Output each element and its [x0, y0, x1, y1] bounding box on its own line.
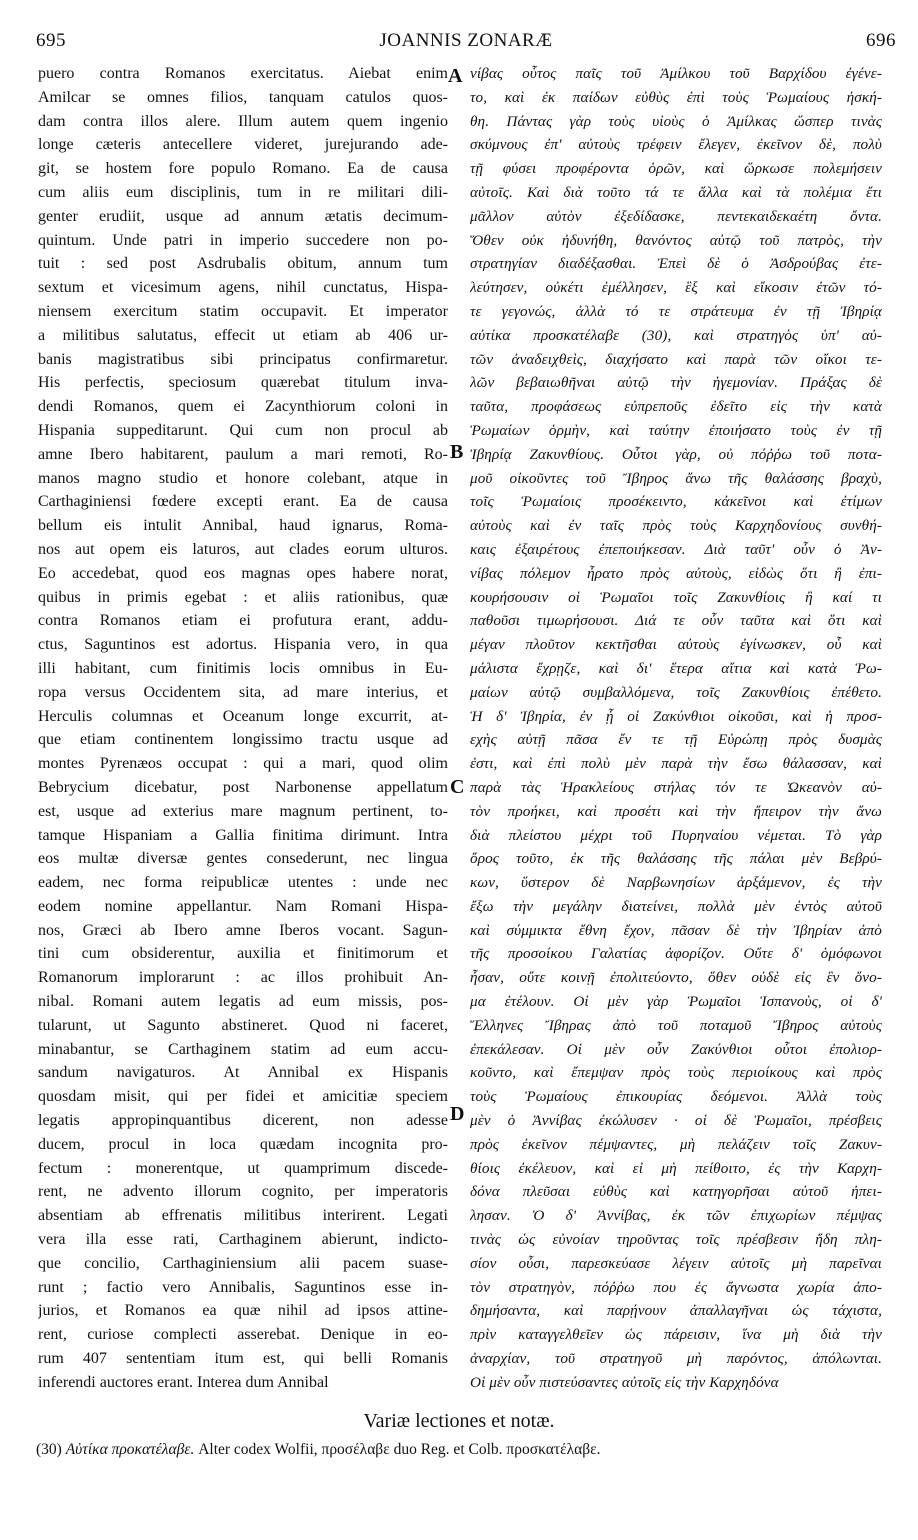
footnote-variant-1: προσέλαβε — [321, 1441, 390, 1458]
latin-text-line: vera illa esse rati, Carthaginem abierunt, indicto- — [38, 1231, 448, 1249]
page-number-left: 695 — [36, 30, 66, 51]
latin-text-line: banis magistratibus sibi principatus confirmaretur. — [38, 350, 448, 368]
greek-text-line: κουρήσουσιν οἱ Ῥωμαῖοι τοῖς Ζακυνθίοις ἢ καί τι — [470, 588, 882, 606]
latin-text-line: genter erudiit, usque ad annum ætatis decimum- — [38, 207, 448, 225]
greek-text-line: αὐτίκα προσκατέλαβε (30), καὶ στρατηγὸς ὑπ' αὐ- — [470, 326, 882, 344]
section-marker-c: C — [450, 776, 465, 798]
latin-text-line: Bebrycium dicebatur, post Narbonense appellatum — [38, 778, 448, 796]
greek-text-line: στρατηγίαν διαδέξασθαι. Ἐπεὶ δὲ ὁ Ἀσδρούβας ἐτε- — [470, 255, 882, 273]
footnote — [36, 1441, 896, 1459]
greek-text-line: ἐπεκάλεσαν. Οἱ μὲν οὖν Ζακύνθιοι οὗτοι ἐπολιορ- — [470, 1040, 882, 1058]
latin-text-line: que etiam continentem longissimo tractu usque ad — [38, 731, 448, 749]
greek-text-line: ἀναρχίαν, τοῦ στρατηγοῦ μὴ παρόντος, ἀπόλωνται. — [470, 1350, 882, 1368]
greek-text-line: Ὅθεν οὐκ ἠδυνήθη, θανόντος αὐτῷ τοῦ πατρὸς, τὴν — [470, 231, 882, 249]
greek-text-line: μαίων αὐτῷ συμβαλλόμενα, τοῖς Ζακυνθίοις ἐπέθετο. — [470, 683, 882, 701]
latin-text-line: niensem exercitum statim occupavit. Et imperator — [38, 302, 448, 320]
greek-text-line: τινὰς ὡς εὐνοίαν τηροῦντας τοῖς πρέσβεσιν ἤδη πλη- — [470, 1231, 882, 1249]
running-title: JOANNIS ZONARÆ — [379, 30, 553, 51]
section-marker-d: D — [450, 1103, 465, 1125]
latin-text-line: rent, ne advento illorum cognito, per imperatoris — [38, 1183, 448, 1201]
greek-text-line: πρὶν καταγγελθεῖεν ὡς πάρεισιν, ἵνα μὴ διὰ τὴν — [470, 1326, 882, 1344]
page-number-right: 696 — [866, 30, 896, 51]
latin-text-line: absentiam ab effrenatis militibus interirent. Legati — [38, 1207, 448, 1225]
greek-text-line: κοῦντο, καὶ ἔπεμψαν πρὸς τοὺς περιοίκους καὶ πρὸς — [470, 1064, 882, 1082]
latin-text-line: dam contra illos alere. Illum autem quem ingenio — [38, 112, 448, 130]
greek-text-line: το, καὶ ἐκ παίδων εὐθὺς ἐπὶ τοὺς Ῥωμαίους ἠσκή- — [470, 88, 882, 106]
greek-text-line: τῇ φύσει προφέροντα ὁρῶν, καὶ ὥρκωσε πολεμήσειν — [470, 160, 882, 178]
latin-text-line: tuit : sed post Asdrubalis obitum, annum tum — [38, 255, 448, 273]
footnote-variant-2: προσκατέλαβε. — [506, 1441, 601, 1458]
greek-text-line: πρὸς ἐκεῖνον πέμψαντες, μὴ πελάζειν τοῖς Ζακυν- — [470, 1135, 882, 1153]
latin-text-line: nibal. Romani autem legatis ad eum missis, pos- — [38, 993, 448, 1011]
latin-text-line: tamque Hispaniam a Gallia finitima dirimunt. Intra — [38, 826, 448, 844]
latin-text-line: cum aliis eum disciplinis, tum in re militari dili- — [38, 183, 448, 201]
greek-text-line: διὰ πλείστου μέχρι τοῦ Πυρηναίου νέμεται. Τὸ γὰρ — [470, 826, 882, 844]
greek-text-line: σίον οὖσι, παρεσκεύασε λέγειν αὐτοῖς μὴ παρεῖναι — [470, 1254, 882, 1272]
greek-text-line: θη. Πάντας γὰρ τοὺς υἱοὺς ὁ Ἀμίλκας ὥσπερ τινὰς — [470, 112, 882, 130]
greek-text-line: μα ἐτέλουν. Οἱ μὲν γὰρ Ῥωμαῖοι Ἱσπανοὺς, οἱ δ' — [470, 993, 882, 1011]
greek-text-line: θίοις ἐκέλευον, καὶ εἰ μὴ πείθοιτο, ἐς τὴν Καρχη- — [470, 1159, 882, 1177]
greek-text-line: δόνα πλεῦσαι εὐθὺς καὶ κατηγορῆσαι αὐτοῦ ἠπει- — [470, 1183, 882, 1201]
latin-column — [38, 62, 448, 1395]
greek-text-line: νίβας πόλεμον ἦρατο πρὸς αὐτοὺς, εἰδὼς ὅτι ἢ ἐπι- — [470, 564, 882, 582]
greek-text-line: τὸν στρατηγὸν, πόῤῥω που ἐς ἄγνωστα χωρία ἀπο- — [470, 1278, 882, 1296]
greek-text-line: τε γεγονώς, ἀλλὰ τό τε στράτευμα ἐν τῇ Ἰβηρίᾳ — [470, 302, 882, 320]
latin-text-line: minabantur, se Carthaginem statim ad eum accu- — [38, 1040, 448, 1058]
greek-text-line: λησαν. Ὁ δ' Ἀννίβας, ἐκ τῶν ἐπιχωρίων πέμψας — [470, 1207, 882, 1225]
latin-text-line: His perfectis, speciosum quærebat titulum inva- — [38, 374, 448, 392]
greek-text-line: λῶν βεβαιωθῆναι αὐτῷ τὴν ἡγεμονίαν. Πράξας δὲ — [470, 374, 882, 392]
section-marker-a: A — [448, 65, 463, 87]
greek-text-line: τῆς προσοίκου Γαλατίας ἀφορίζον. Οὔτε δ' ὁμόφωνοι — [470, 945, 882, 963]
latin-text-line: nos aut opem eis laturos, aut clades eorum ulturos. — [38, 540, 448, 558]
greek-text-line: κων, ὕστερον δὲ Ναρβωνησίων ἀρξάμενον, ἐς τὴν — [470, 874, 882, 892]
latin-text-line: jurios, et Romanos ea quæ nihil ad ipsos attine- — [38, 1302, 448, 1320]
latin-text-line: eodem nomine appellantur. Nam Romani Hispa- — [38, 897, 448, 915]
greek-text-line: Οἱ μὲν οὖν πιστεύσαντες αὐτοῖς εἰς τὴν Καρχηδόνα — [470, 1373, 779, 1391]
latin-text-line: git, se hostem fore populo Romano. Ea de causa — [38, 160, 448, 178]
latin-text-line: quintum. Unde patri in imperio succedere non po- — [38, 231, 448, 249]
latin-text-line: inferendi auctores erant. Interea dum Annibal — [38, 1373, 329, 1391]
greek-text-line: αὐτοὺς καὶ ἐν ταῖς πρὸς τοὺς Καρχηδονίους συνθή- — [470, 517, 882, 535]
greek-text-line: τῶν ἀναδειχθεὶς, διαχήσατο καὶ παρὰ τῶν οἴκοι τε- — [470, 350, 882, 368]
latin-text-line: ducem, procul in loca quædam incognita pro- — [38, 1135, 448, 1153]
latin-text-line: a militibus salutatus, effecit ut etiam ab 406 ur- — [38, 326, 448, 344]
latin-text-line: runt ; factio vero Annibalis, Saguntinos esse in- — [38, 1278, 448, 1296]
greek-text-line: σκύμνους ἐπ' αὐτοὺς τρέφειν ἔλεγεν, ἐκεῖνον δὲ, πολὺ — [470, 136, 882, 154]
latin-text-line: legatis appropinquantibus dicerent, non adesse — [38, 1112, 448, 1130]
latin-text-line: ctus, Saguntinos est adortus. Hispania vero, in qua — [38, 636, 448, 654]
greek-text-line: μὲν ὁ Ἀννίβας ἐκώλυσεν · οἱ δὲ Ῥωμαῖοι, πρέσβεις — [470, 1112, 882, 1130]
latin-text-line: montes Pyrenæos occupat : qui a mari, quod olim — [38, 755, 448, 773]
footnote-text-1: Alter codex Wolfii, — [198, 1441, 322, 1458]
greek-text-line: παθοῦσι τιμωρήσουσι. Διά τε οὖν ταῦτα καὶ ὅτι καὶ — [470, 612, 882, 630]
greek-text-line: τοὺς Ῥωμαίους ἐπικουρίας δεόμενοι. Ἀλλὰ τοὺς — [470, 1088, 882, 1106]
latin-text-line: fectum : monerentque, ut quamprimum discede- — [38, 1159, 448, 1177]
greek-text-line: τὸν προήκει, καὶ προσέτι καὶ τὴν ἤπειρον τὴν ἄνω — [470, 802, 882, 820]
latin-text-line: quosdam misit, qui per fidei et amicitiæ speciem — [38, 1088, 448, 1106]
greek-text-line: ἐστι, καὶ ἐπὶ πολὺ μὲν παρὰ τὴν ἔσω θάλασσαν, καὶ — [470, 755, 882, 773]
latin-text-line: longe cæteris antecellere videret, jurejurando ade- — [38, 136, 448, 154]
latin-text-line: eos multæ diversæ gentes consederunt, nec lingua — [38, 850, 448, 868]
greek-text-line: τοῖς Ῥωμαίοις προσέκειντο, κἀκεῖνοι καὶ ἐτίμων — [470, 493, 882, 511]
footnote-text-2: duo Reg. et Colb. — [393, 1441, 507, 1458]
latin-text-line: illi habitant, cum finitimis locis omnibus in Eu- — [38, 659, 448, 677]
latin-text-line: rent, curiose complecti asserebat. Denique in eo- — [38, 1326, 448, 1344]
greek-text-line: Ἰβηρίᾳ Ζακυνθίους. Οὗτοι γὰρ, οὐ πόῤῥω τοῦ ποτα- — [470, 445, 882, 463]
greek-text-line: μᾶλλον αὐτὸν ἐξεδίδασκε, πεντεκαιδεκαέτη ὄντα. — [470, 207, 882, 225]
greek-text-line: λεύτησεν, οὐκέτι ἐμέλλησεν, ἓξ καὶ εἴκοσιν ἐτῶν τό- — [470, 279, 882, 297]
latin-text-line: tini cum obsiderentur, auxilia et finitimorum et — [38, 945, 448, 963]
latin-text-line: Hispania suppeditarunt. Qui cum non procul ab — [38, 421, 448, 439]
section-marker-b: B — [450, 441, 464, 463]
greek-text-line: ἔξω τὴν μεγάλην διατείνει, πολλὰ μὲν ἐντὸς αὐτοῦ — [470, 897, 882, 915]
footnote-number: (30) — [36, 1441, 62, 1458]
page-header — [36, 30, 896, 60]
latin-text-line: Romanorum implorarunt : ac illos prohibuit An- — [38, 969, 448, 987]
greek-column — [470, 62, 882, 1395]
latin-text-line: contra Romanos etiam ei profutura erant, addu- — [38, 612, 448, 630]
latin-text-line: que concilio, Carthaginiensium alii pacem suase- — [38, 1254, 448, 1272]
latin-text-line: manos magno studio et honore colebant, atque in — [38, 469, 448, 487]
latin-text-line: amne Ibero habitarent, paulum a mari remoti, Ro- — [38, 445, 448, 463]
latin-text-line: Carthaginiensi fœdere excepti erant. Ea de causa — [38, 493, 448, 511]
greek-text-line: παρὰ τὰς Ἡρακλείους στήλας τόν τε Ὠκεανὸν αὐ- — [470, 778, 882, 796]
notes-heading: Variæ lectiones et notæ. — [363, 1410, 555, 1432]
latin-text-line: ropa versus Occidentem sita, ad mare interius, et — [38, 683, 448, 701]
greek-text-line: δημήσαντα, καὶ παρῄνουν ἀπαλλαγῆναι ὡς τάχιστα, — [470, 1302, 882, 1320]
greek-text-line: νίβας οὗτος παῖς τοῦ Ἀμίλκου τοῦ Βαρχίδου ἐγένε- — [470, 65, 882, 82]
latin-text-line: est, usque ad exterius mare magnum pertinent, to- — [38, 802, 448, 820]
latin-text-line: Herculis columnas et Oceanum longe excurrit, at- — [38, 707, 448, 725]
latin-text-line: Eo accedebat, quod eos magnas opes habere norat, — [38, 564, 448, 582]
latin-text-line: eadem, nec forma reipublicæ utentes : unde nec — [38, 874, 448, 892]
latin-text-line: Amilcar se omnes filios, tanquam catulos quos- — [38, 88, 448, 106]
greek-text-line: ὄρος τοῦτο, ἐκ τῆς θαλάσσης τῆς πάλαι μὲν Βεβρύ- — [470, 850, 882, 868]
greek-text-line: Ἡ δ' Ἰβηρία, ἐν ᾗ οἱ Ζακύνθιοι οἰκοῦσι, καὶ ἡ προσ- — [470, 707, 882, 725]
latin-text-line: puero contra Romanos exercitatus. Aiebat enim — [38, 65, 448, 82]
greek-text-line: μάλιστα ἔχρῃζε, καὶ δι' ἕτερα αἴτια καὶ κατὰ Ῥω- — [470, 659, 882, 677]
latin-text-line: nos, Græci ab Ibero amne Iberos vocant. Sagun- — [38, 921, 448, 939]
greek-text-line: μοῦ οἰκοῦντες τοῦ Ἴβηρος ἄνω τῆς θαλάσσης βραχὺ, — [470, 469, 882, 487]
latin-text-line: sextum et vicesimum agens, nihil cunctatus, Hispa- — [38, 279, 448, 297]
latin-text-line: sandum navigaturos. At Annibal ex Hispanis — [38, 1064, 448, 1082]
latin-text-line: dendi Romanos, quem ei Zacynthiorum coloni in — [38, 398, 448, 416]
footnote-lemma: Αὐτίκα προκατέλαβε. — [65, 1441, 195, 1458]
greek-text-line: αὐτοῖς. Καὶ διὰ τοῦτο τά τε ἄλλα καὶ τὰ πολέμια ἔτι — [470, 183, 882, 201]
greek-text-line: μέγαν πλοῦτον κεκτῆσθαι αὐτοὺς ἐγίνωσκεν, οὗ καὶ — [470, 636, 882, 654]
greek-text-line: Ῥωμαίων ὁρμὴν, καὶ ταύτην ἐποιήσατο τοὺς ἐν τῇ — [470, 421, 882, 439]
latin-text-line: quibus in primis egebat : et aliis rationibus, quæ — [38, 588, 448, 606]
latin-text-line: tularunt, ut Sagunto abstineret. Quod ni faceret, — [38, 1016, 448, 1034]
greek-text-line: ἦσαν, οὔτε κοινῇ ἐπολιτεύοντο, ὅθεν οὐδὲ εἰς ἓν ὄνο- — [470, 969, 882, 987]
latin-text-line: rum 407 sententiam itum est, qui belli Romanis — [38, 1350, 448, 1368]
latin-text-line: bellum eis intulit Annibal, haud ignarus, Roma- — [38, 517, 448, 535]
greek-text-line: ταῦτα, προφάσεως εὐπρεποῦς ἐδεῖτο εἰς τὴν κατὰ — [470, 398, 882, 416]
greek-text-line: καὶ σύμμικτα ἔθνη ἔχον, πᾶσαν δὲ τὴν Ἰβηρίαν ἀπὸ — [470, 921, 882, 939]
greek-text-line: εχὴς αὐτῇ πᾶσα ἔν τε τῇ Εὐρώπῃ πρὸς δυσμὰς — [470, 731, 882, 749]
greek-text-line: Ἕλληνες Ἴβηρας ἀπὸ τοῦ ποταμοῦ Ἴβηρος αὐτοὺς — [470, 1016, 882, 1034]
greek-text-line: καις ἐξαιρέτους ἐπεποιήκεσαν. Διὰ ταῦτ' οὖν ὁ Ἀν- — [470, 540, 882, 558]
